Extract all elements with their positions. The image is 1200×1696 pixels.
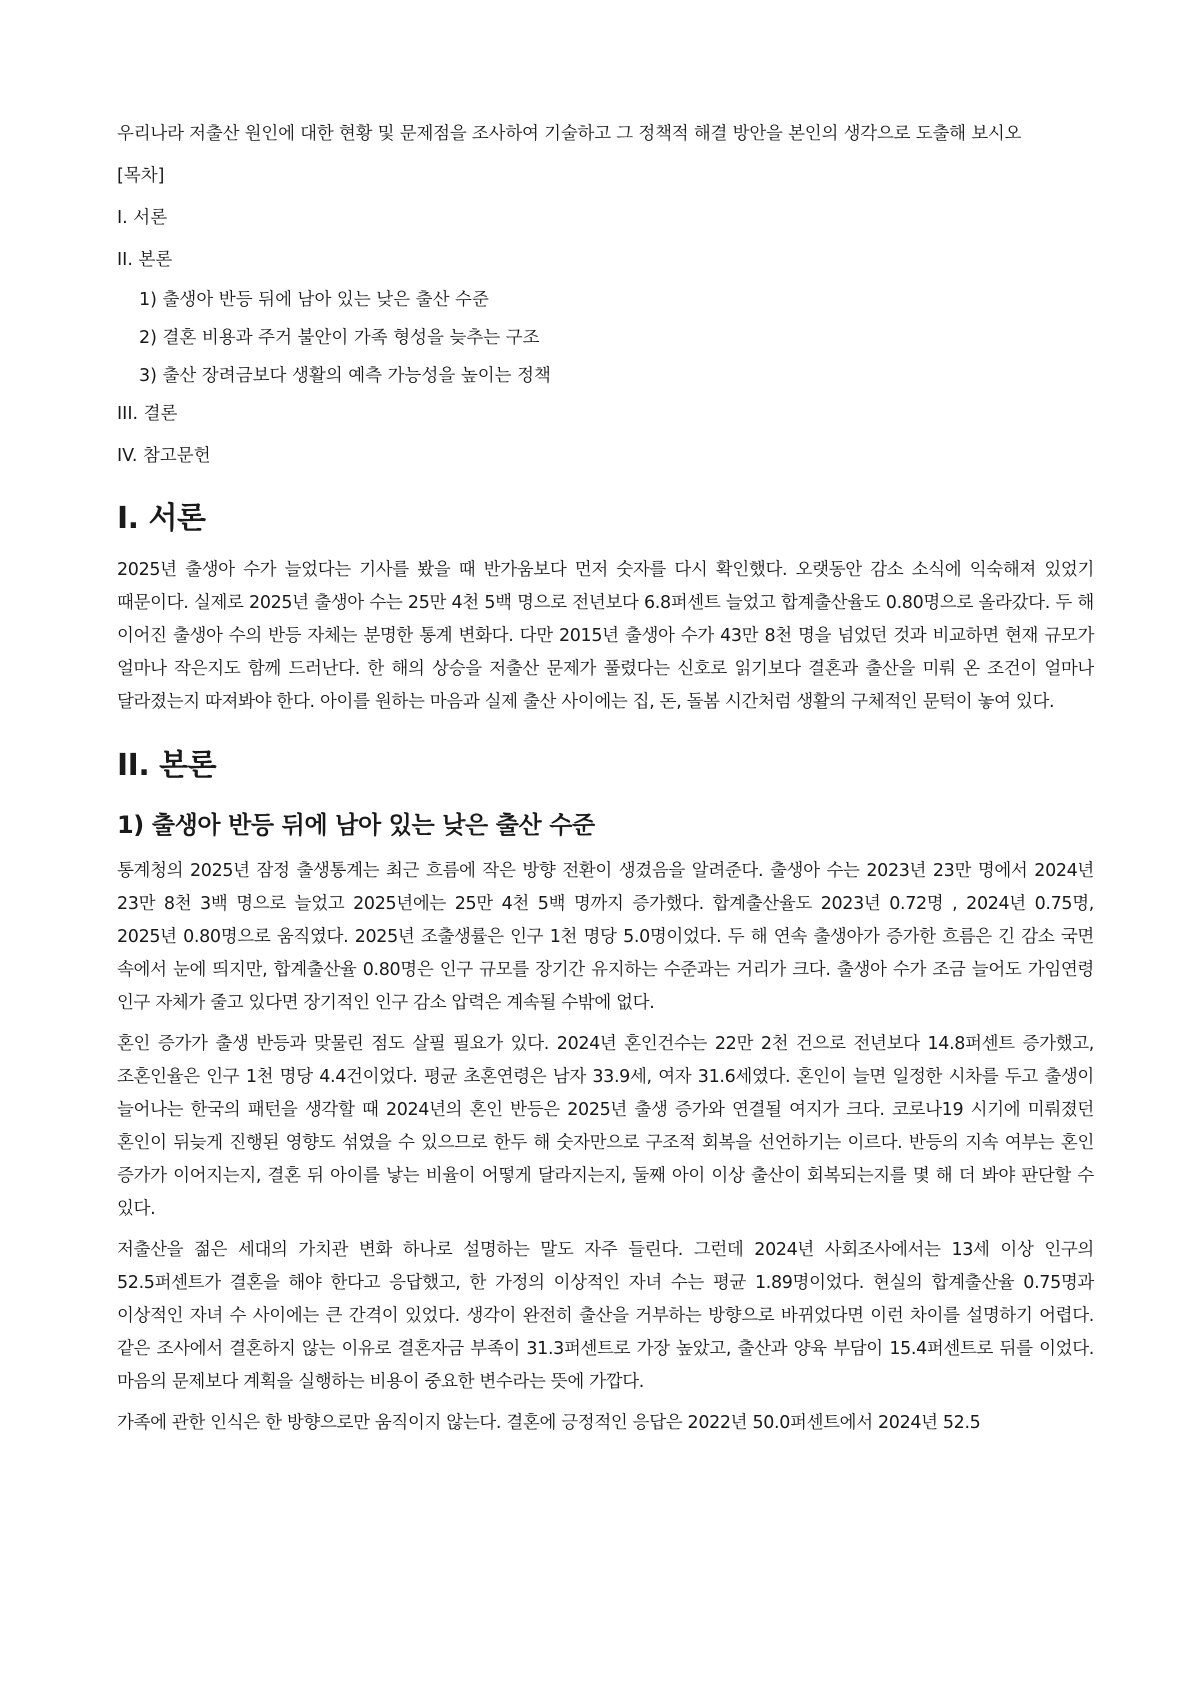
toc-subitem-1: 1) 출생아 반등 뒤에 남아 있는 낮은 출산 수준: [139, 290, 489, 310]
toc-item-references: IV. 참고문헌: [117, 446, 211, 466]
body-paragraph: 가족에 관한 인식은 한 방향으로만 움직이지 않는다. 결혼에 긍정적인 응답은 2022년 50.0퍼센트에서 2024년 52.5: [117, 1413, 981, 1433]
body-paragraph: 혼인 증가가 출생 반등과 맞물린 점도 살필 필요가 있다. 2024년 혼인건수는 22만 2천 건으로 전년보다 14.8퍼센트 증가했고, 조혼인율은 인구 1천 명당 4.4건이었다. 평균 초혼연령은 남자 33.9세, 여자 31.6세였다. 혼인이 늘면 일정한 시차를 두고 출생이 늘어나는 한국의 패턴을 생각할 때 2024년의 혼인 반등은 2025년 출생 증가와 연결될 여지가 크다. 코로나19 시기에 미뤄졌던 혼인이 뒤늦게 진행된 영향도 섞였을 수 있으므로 한두 해 숫자만으로 구조적 회복을 선언하기는 이르다. 반등의 지속 여부는 혼인 증가가 이어지는지, 결혼 뒤 아이를 낳는 비율이 어떻게 달라지는지, 둘째 아이 이상 출산이 회복되는지를 몇 해 더 봐야 판단할 수 있다.: [117, 1034, 1094, 1219]
assignment-prompt: 우리나라 저출산 원인에 대한 현황 및 문제점을 조사하여 기술하고 그 정책적 해결 방안을 본인의 생각으로 도출해 보시오: [117, 124, 1022, 144]
toc-subitem-3: 3) 출산 장려금보다 생활의 예측 가능성을 높이는 정책: [139, 366, 551, 386]
toc-heading: [목차]: [117, 166, 165, 186]
toc-item-intro: I. 서론: [117, 208, 168, 228]
toc-item-body: II. 본론: [117, 250, 173, 270]
section-heading-intro: I. 서론: [117, 501, 206, 536]
section-heading-body: II. 본론: [117, 748, 217, 783]
toc-subitem-2: 2) 결혼 비용과 주거 불안이 가족 형성을 늦추는 구조: [139, 328, 540, 348]
intro-paragraph: 2025년 출생아 수가 늘었다는 기사를 봤을 때 반가움보다 먼저 숫자를 다시 확인했다. 오랫동안 감소 소식에 익숙해져 있었기 때문이다. 실제로 2025년 출생아 수는 25만 4천 5백 명으로 전년보다 6.8퍼센트 늘었고 합계출산율도 0.80명으로 올라갔다. 두 해 이어진 출생아 수의 반등 자체는 분명한 통계 변화다. 다만 2015년 출생아 수가 43만 8천 명을 넘었던 것과 비교하면 현재 규모가 얼마나 작은지도 함께 드러난다. 한 해의 상승을 저출산 문제가 풀렸다는 신호로 읽기보다 결혼과 출산을 미뤄 온 조건이 얼마나 달라졌는지 따져봐야 한다. 아이를 원하는 마음과 실제 출산 사이에는 집, 돈, 돌봄 시간처럼 생활의 구체적인 문턱이 놓여 있다.: [117, 560, 1094, 712]
subsection-heading-1: 1) 출생아 반등 뒤에 남아 있는 낮은 출산 수준: [117, 811, 595, 839]
body-paragraph: 저출산을 젊은 세대의 가치관 변화 하나로 설명하는 말도 자주 들린다. 그런데 2024년 사회조사에서는 13세 이상 인구의 52.5퍼센트가 결혼을 해야 한다고 응답했고, 한 가정의 이상적인 자녀 수는 평균 1.89명이었다. 현실의 합계출산율 0.75명과 이상적인 자녀 수 사이에는 큰 간격이 있었다. 생각이 완전히 출산을 거부하는 방향으로 바뀌었다면 이런 차이를 설명하기 어렵다. 같은 조사에서 결혼하지 않는 이유로 결혼자금 부족이 31.3퍼센트로 가장 높았고, 출산과 양육 부담이 15.4퍼센트로 뒤를 이었다. 마음의 문제보다 계획을 실행하는 비용이 중요한 변수라는 뜻에 가깝다.: [117, 1240, 1094, 1392]
toc-item-conclusion: III. 결론: [117, 404, 178, 424]
body-paragraph: 통계청의 2025년 잠정 출생통계는 최근 흐름에 작은 방향 전환이 생겼음을 알려준다. 출생아 수는 2023년 23만 명에서 2024년 23만 8천 3백 명으로 늘었고 2025년에는 25만 4천 5백 명까지 증가했다. 합계출산율도 2023년 0.72명 , 2024년 0.75명, 2025년 0.80명으로 움직였다. 2025년 조출생률은 인구 1천 명당 5.0명이었다. 두 해 연속 출생아가 증가한 흐름은 긴 감소 국면 속에서 눈에 띄지만, 합계출산율 0.80명은 인구 규모를 장기간 유지하는 수준과는 거리가 크다. 출생아 수가 조금 늘어도 가임연령 인구 자체가 줄고 있다면 장기적인 인구 감소 압력은 계속될 수밖에 없다.: [117, 861, 1094, 1013]
